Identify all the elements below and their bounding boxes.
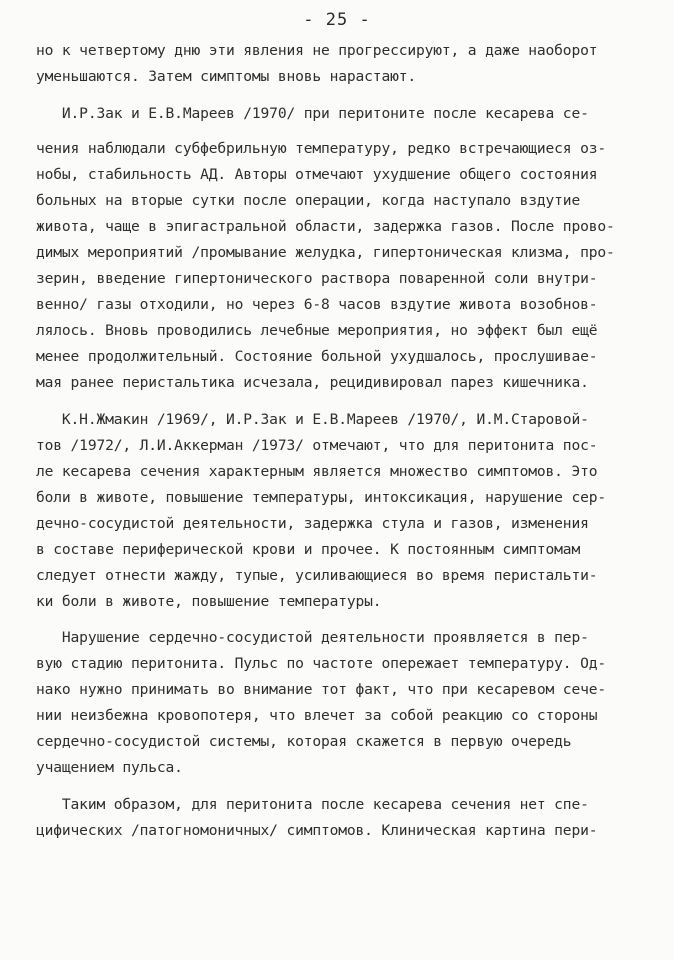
text-line: И.Р.Зак и Е.В.Мареев /1970/ при перитоните после кесарева се- bbox=[36, 105, 589, 122]
text-line: К.Н.Жмакин /1969/, И.Р.Зак и Е.В.Мареев /1970/, И.М.Старовой- bbox=[36, 411, 589, 428]
text-line: больных на вторые сутки после операции, когда наступало вздутие bbox=[36, 192, 581, 209]
text-line: но к четвертому дню эти явления не прогрессируют, а даже наоборот bbox=[36, 42, 598, 59]
text-line: менее продолжительный. Состояние больной ухудшалось, прослушивае- bbox=[36, 348, 598, 365]
text-line: ле кесарева сечения характерным является множество симптомов. Это bbox=[36, 463, 598, 480]
text-line: цифических /патогномоничных/ симптомов. Клиническая картина пери- bbox=[36, 822, 598, 839]
text-line: живота, чаще в эпигастральной области, задержка газов. После прово- bbox=[36, 218, 615, 235]
text-line: учащением пульса. bbox=[36, 759, 183, 776]
text-line: чения наблюдали субфебрильную температуру, редко встречающиеся оз- bbox=[36, 140, 606, 157]
text-line: в составе периферической крови и прочее. К постоянным симптомам bbox=[36, 541, 581, 558]
text-line: уменьшаются. Затем симптомы вновь нарастают. bbox=[36, 68, 416, 85]
text-line: следует отнести жажду, тупые, усиливающиеся во время перистальти- bbox=[36, 567, 598, 584]
text-line: нако нужно принимать во внимание тот факт, что при кесаревом сече- bbox=[36, 681, 606, 698]
page-number: - 25 - bbox=[303, 10, 371, 30]
text-line: Таким образом, для перитонита после кесарева сечения нет спе- bbox=[36, 796, 589, 813]
text-line: Нарушение сердечно-сосудистой деятельности проявляется в пер- bbox=[36, 629, 589, 646]
text-line: сердечно-сосудистой системы, которая скажется в первую очередь bbox=[36, 733, 572, 750]
text-line: боли в животе, повышение температуры, интоксикация, нарушение сер- bbox=[36, 489, 606, 506]
text-line: дечно-сосудистой деятельности, задержка стула и газов, изменения bbox=[36, 515, 589, 532]
text-line: тов /1972/, Л.И.Аккерман /1973/ отмечают, что для перитонита пос- bbox=[36, 437, 598, 454]
text-line: нобы, стабильность АД. Авторы отмечают ухудшение общего состояния bbox=[36, 166, 598, 183]
text-line: димых мероприятий /промывание желудка, гипертоническая клизма, про- bbox=[36, 244, 615, 261]
text-line: зерин, введение гипертонического раствора поваренной соли внутри- bbox=[36, 270, 598, 287]
text-line: нии неизбежна кровопотеря, что влечет за собой реакцию со стороны bbox=[36, 707, 598, 724]
text-line: венно/ газы отходили, но через 6-8 часов вздутие живота возобнов- bbox=[36, 296, 598, 313]
text-line: лялось. Вновь проводились лечебные мероприятия, но эффект был ещё bbox=[36, 322, 598, 339]
text-line: мая ранее перистальтика исчезала, рецидивировал парез кишечника. bbox=[36, 374, 589, 391]
text-line: ки боли в животе, повышение температуры. bbox=[36, 593, 382, 610]
text-line: вую стадию перитонита. Пульс по частоте опережает температуру. Од- bbox=[36, 655, 606, 672]
